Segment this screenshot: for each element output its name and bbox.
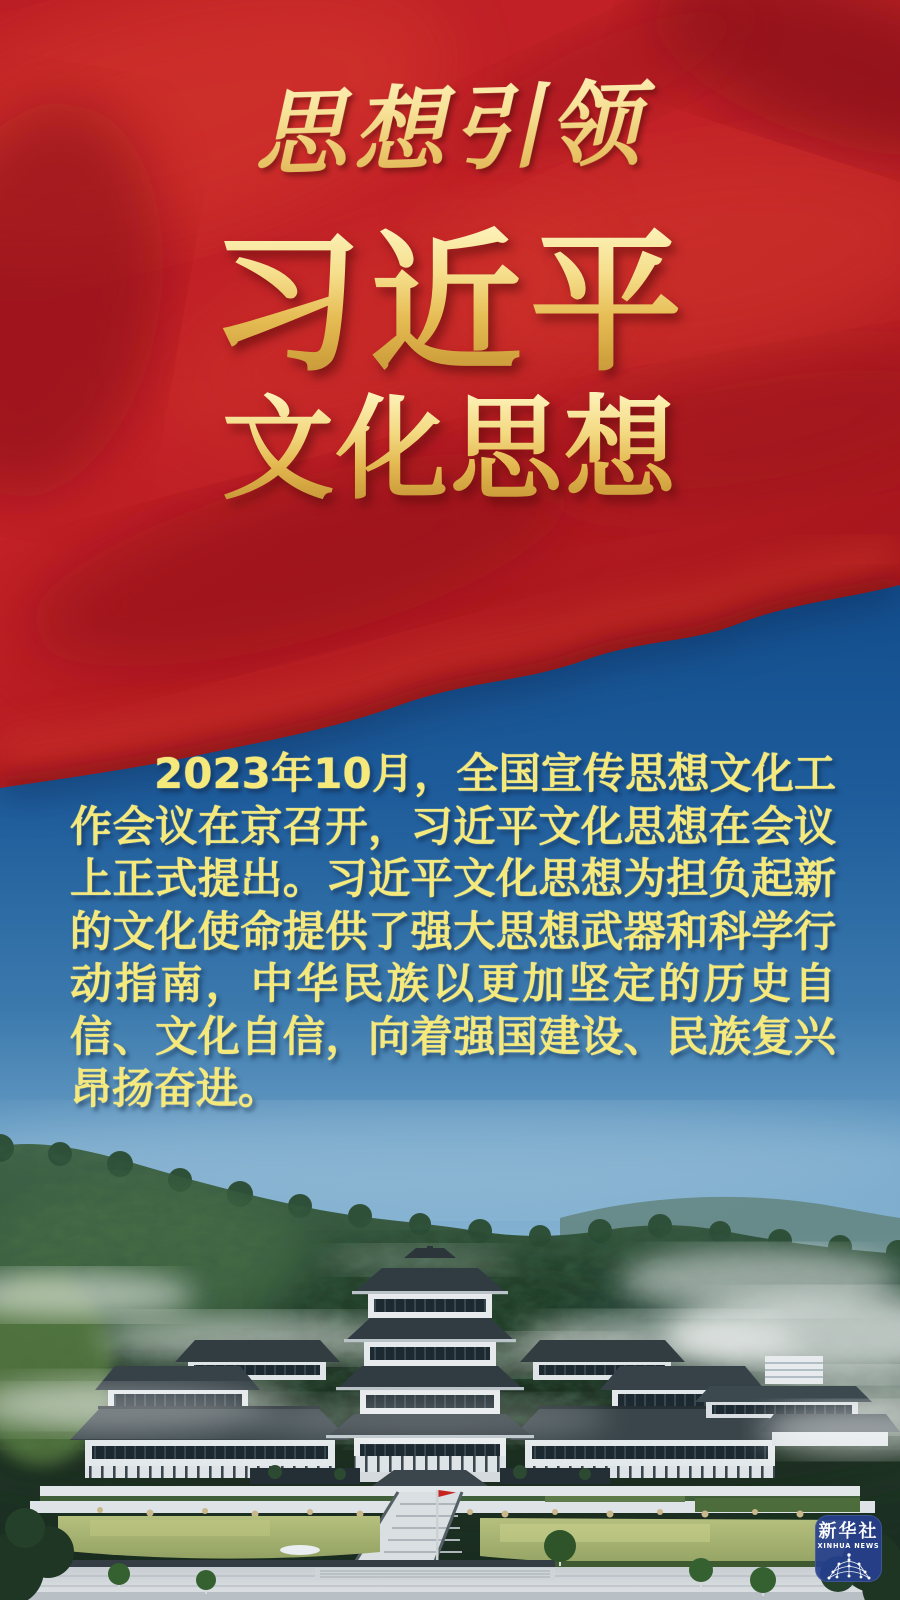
campus-photo	[0, 1100, 900, 1600]
white-sculpture	[280, 1545, 320, 1555]
body-paragraph: 2023年10月，全国宣传思想文化工作会议在京召开，习近平文化思想在会议上正式提出。习近平文化思想为担负起新的文化使命提供了强大思想武器和科学行动指南，中华民族以更加坚定的历史自信、文化自信，向着强国建设、民族复兴昂扬奋进。	[70, 749, 836, 1113]
waterfront-fence	[0, 1560, 900, 1568]
xinhua-logo-en: XINHUA NEWS	[817, 1542, 880, 1550]
poster-title-topic: 文化思想	[0, 392, 900, 510]
poster-title-name: 习近平	[0, 224, 900, 384]
calligraphy-slogan: 思想引领	[0, 44, 900, 200]
xinhua-network-icon	[826, 1552, 872, 1580]
xinhua-logo	[815, 1515, 882, 1582]
xinhua-logo-cn: 新华社	[818, 1521, 879, 1542]
